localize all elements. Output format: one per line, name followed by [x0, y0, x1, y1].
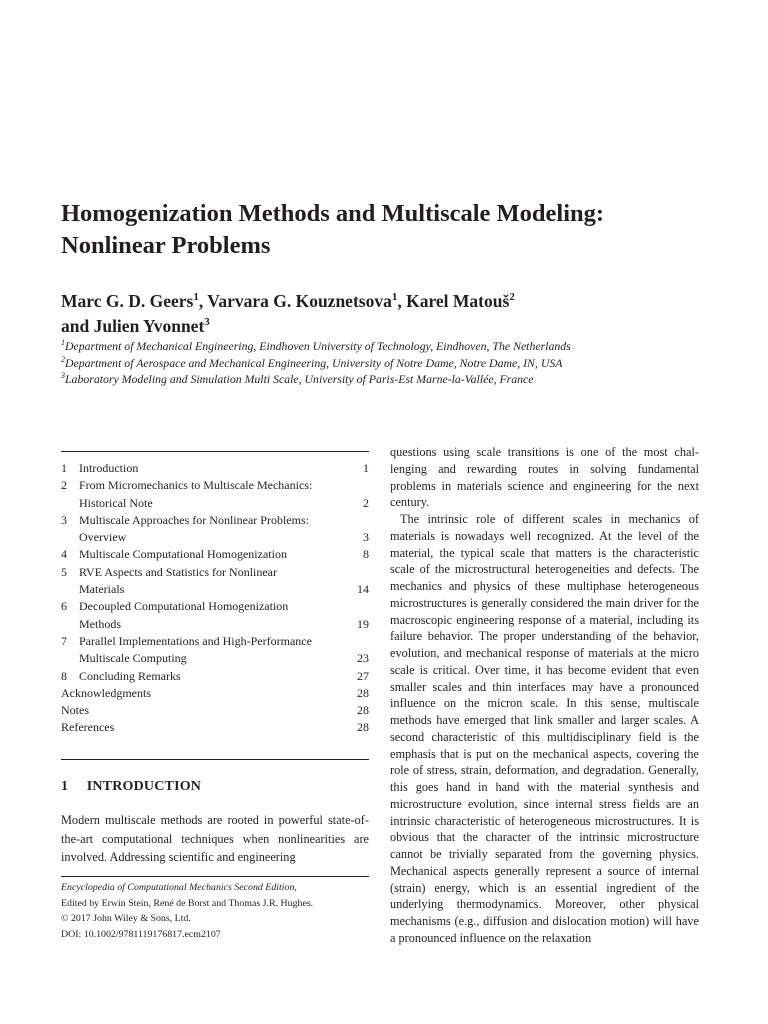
toc-bottom-rule	[61, 759, 369, 760]
toc-entry[interactable]: 8 Concluding Remarks 27	[61, 668, 369, 683]
toc-entry[interactable]: 2 From Micromechanics to Multiscale Mechanics: Historical Note 2	[61, 478, 369, 510]
author-name: Karel Matouš	[406, 291, 510, 311]
toc-entry[interactable]: Notes 28	[61, 703, 369, 718]
author-name: Marc G. D. Geers	[61, 291, 194, 311]
title-line: Homogenization Methods and Multiscale Modeling:	[61, 200, 605, 227]
toc-entry[interactable]: 3 Multiscale Approaches for Nonlinear Problems: Overview 3	[61, 512, 369, 545]
affiliation: $^2$Department of Aerospace and Mechanical Engineering, University of Notre Dame, Notre Dame, IN, USA	[61, 354, 563, 370]
body-paragraph: The intrinsic role of different scales in mechanics of materials is nowadays well recognized. At the level of the material, the typical scale that matters is the characteristic scale of the microstructural heterogeneities and defects. The mechanics and physics of these multiphase heterogeneous microstructures is generally considered the main driver for the macroscopic engineering response of a material, including its failure behavior. The proper understanding of the behavior, evolution, and mechanical response of materials at the micro scale is critical. Over time, it has become evident that even smaller scales and thin interfaces may have a pronounced influence on the micron scale. In this sense, multiscale methods have emerged that link smaller and larger scales. A second characteristic of this multidisciplinary field is the emphasis that is put on the mechanical aspects, covering the role of stress, strain, deformation, and degradation. Generally, this goes hand in hand with the material synthesis and microstructure evolution, since internal stress fields are an intrinsic characteristic of heterogeneous microstructures. It is obvious that the character of the intrinsic microstructure cannot be trivially separated from the governing physics. Mechanical aspects generally represent a source of internal (strain) energy, which is an essential ingredient of the underlying thermodynamics. Moreover, other physical mechanisms (e.g., diffusion and dislocation motion) will have a pronounced influence on the relaxation	[390, 512, 699, 945]
section-heading: 1 INTRODUCTION	[61, 779, 202, 794]
article-title	[61, 198, 721, 262]
affiliation: $^1$Department of Mechanical Engineering, Eindhoven University of Technology, Eindhoven, The Netherlands	[61, 338, 571, 353]
right-column-text	[390, 444, 699, 947]
publication-info: Encyclopedia of Computational Mechanics Second Edition, Edited by Erwin Stein, René de Borst and Thomas J.R. Hughes. © 2017 John Wiley & Sons, Ltd. DOI: 10.1002/9781119176817.ecm2107	[61, 880, 369, 943]
table-of-contents	[61, 460, 369, 737]
toc-top-rule	[61, 451, 369, 452]
body-paragraph: Modern multiscale methods are rooted in powerful state-of-the-art computational techniques when nonlinearities are involved. Addressing scientific and engineering	[61, 813, 369, 865]
affiliation-mark: 1	[193, 291, 199, 304]
body-paragraph: questions using scale transitions is one of the most challenging and rewarding routes in solving fundamental problems in materials science and engineering for the next century.	[390, 445, 699, 510]
footer-rule	[61, 876, 369, 877]
toc-entry[interactable]: 6 Decoupled Computational Homogenization Methods 19	[61, 599, 369, 631]
affiliation-list	[61, 338, 721, 388]
toc-entry[interactable]: 4 Multiscale Computational Homogenization 8	[61, 547, 369, 562]
affiliation-mark: 2	[509, 291, 515, 304]
title-line: Nonlinear Problems	[61, 232, 271, 259]
toc-entry[interactable]: 1 Introduction 1	[61, 461, 369, 475]
toc-entry[interactable]: 7 Parallel Implementations and High-Performance Multiscale Computing 23	[61, 633, 369, 666]
affiliation-mark: 1	[391, 291, 398, 304]
affiliation: $^3$Laboratory Modeling and Simulation Multi Scale, University of Paris-Est Marne-la-Vallée, France	[61, 371, 534, 386]
left-column-text	[61, 811, 369, 867]
author-list: Marc G. D. Geers$^1$, Varvara G. Kouznetsova$^1$, Karel Matouš$^2$ and Julien Yvonnet$^3$	[61, 291, 515, 336]
author-name: Varvara G. Kouznetsova	[207, 291, 392, 311]
author-name: and Julien Yvonnet	[61, 316, 205, 336]
toc-entry[interactable]: References 28	[61, 720, 369, 735]
toc-entry[interactable]: 5 RVE Aspects and Statistics for Nonlinear Materials 14	[61, 564, 369, 597]
affiliation-mark: 3	[204, 316, 210, 329]
toc-entry[interactable]: Acknowledgments 28	[61, 685, 369, 700]
doi: DOI: 10.1002/9781119176817.ecm2107	[61, 929, 221, 941]
